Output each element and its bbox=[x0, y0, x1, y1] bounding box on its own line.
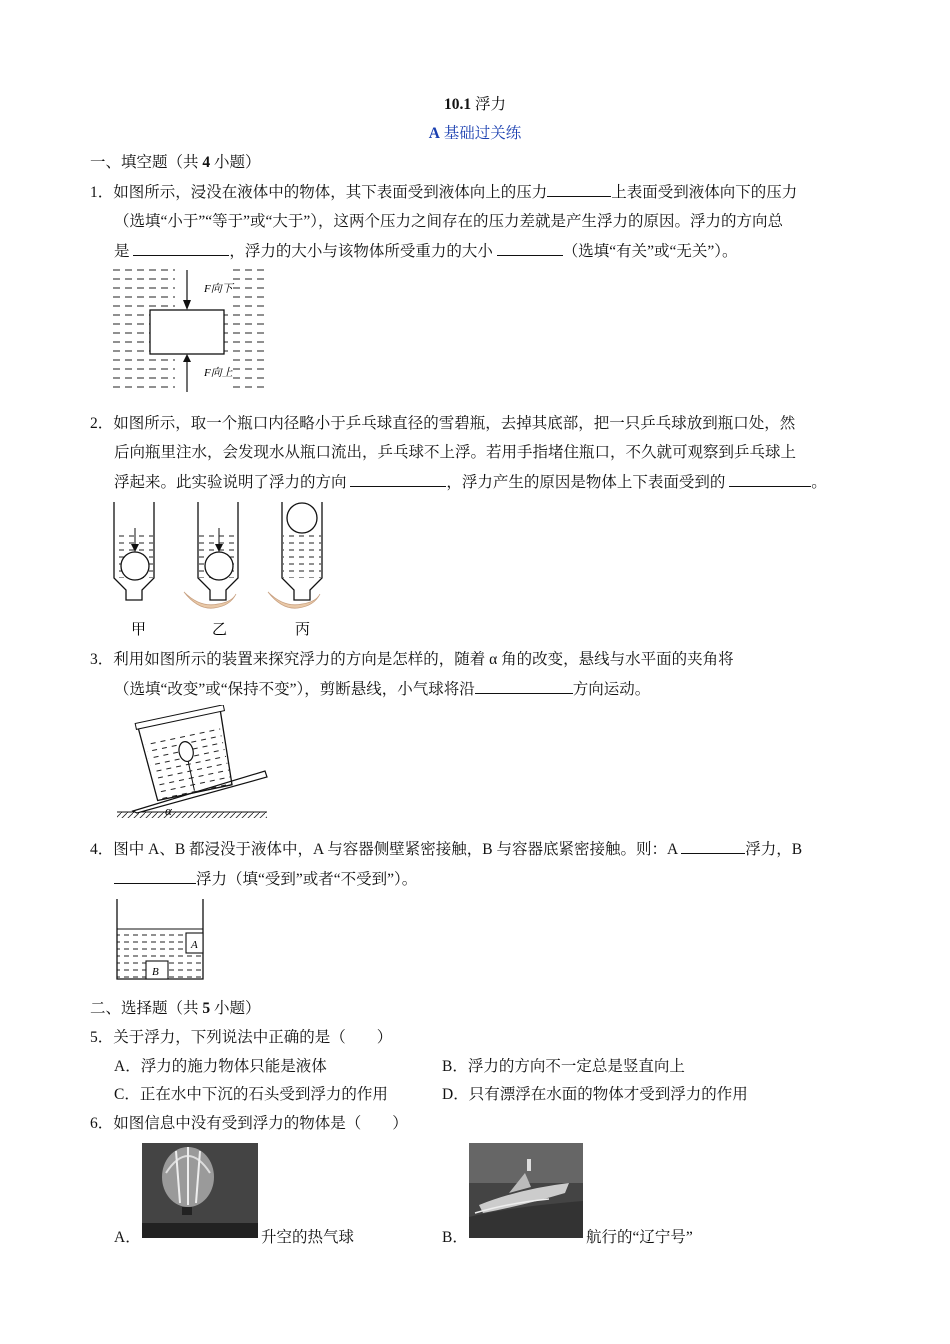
q6-option-b-letter[interactable]: B． bbox=[442, 1229, 468, 1246]
q2-label-yi: 乙 bbox=[212, 620, 228, 638]
q2-label-jia: 甲 bbox=[131, 620, 147, 638]
q1-figure bbox=[112, 266, 267, 394]
q6-liaoning-ship-photo bbox=[469, 1143, 583, 1238]
q2-line2: 后向瓶里注水，会发现水从瓶口流出，乒乓球不上浮。若用手指堵住瓶口，不久就可观察到乒乓球上 bbox=[114, 444, 797, 461]
bottle-bing bbox=[268, 502, 322, 608]
q3-figure bbox=[115, 705, 270, 820]
q5-stem: 5．关于浮力，下列说法中正确的是（ ） bbox=[90, 1029, 393, 1046]
q2-figure bbox=[108, 498, 338, 640]
q1-line2: （选填“小于”“等于”或“大于”），这两个压力之间存在的压力差就是产生浮力的原因。浮力的方向总 bbox=[114, 213, 784, 230]
q1-line1: 1．如图所示，浸没在液体中的物体，其下表面受到液体向上的压力 上表面受到液体向下的压力 bbox=[90, 180, 797, 202]
q3-alpha-label: α bbox=[165, 803, 172, 818]
section-choice-heading: 二、选择题（共 5 小题） bbox=[90, 1000, 261, 1017]
q5-option-d[interactable]: D．只有漂浮在水面的物体才受到浮力的作用 bbox=[442, 1086, 748, 1103]
q6-option-b-text[interactable]: 航行的“辽宁号” bbox=[586, 1229, 693, 1246]
q4-label-a: A bbox=[191, 939, 198, 951]
q2-blank-2[interactable] bbox=[729, 470, 811, 487]
q4-figure bbox=[114, 897, 206, 983]
q1-blank-3[interactable] bbox=[497, 239, 563, 256]
q1-line3: 是 ，浮力的大小与该物体所受重力的大小 （选填“有关”或“无关”）。 bbox=[114, 239, 738, 261]
q3-line2: （选填“改变”或“保持不变”），剪断悬线，小气球将沿 方向运动。 bbox=[114, 677, 650, 699]
q1-figure-svg bbox=[112, 266, 267, 394]
q1-blank-2[interactable] bbox=[133, 239, 229, 256]
q3-figure-svg bbox=[115, 705, 270, 820]
section-fill-in-heading: 一、填空题（共 4 小题） bbox=[90, 154, 261, 171]
q5-option-b[interactable]: B．浮力的方向不一定总是竖直向上 bbox=[442, 1058, 685, 1075]
q4-label-b: B bbox=[152, 966, 159, 978]
q2-blank-1[interactable] bbox=[350, 470, 446, 487]
q1-label-down: F向下 bbox=[204, 283, 233, 295]
bottle-jia bbox=[114, 502, 154, 600]
q2-label-bing: 丙 bbox=[295, 620, 311, 638]
q6-option-a-text[interactable]: 升空的热气球 bbox=[261, 1229, 355, 1246]
page-subtitle: A 基础过关练 bbox=[428, 125, 522, 142]
q2-line1: 2．如图所示，取一个瓶口内径略小于乒乓球直径的雪碧瓶，去掉其底部，把一只乒乓球放到瓶口处，然 bbox=[90, 415, 796, 432]
q1-label-up: F向上 bbox=[204, 367, 233, 379]
q1-blank-1[interactable] bbox=[547, 180, 611, 197]
q4-blank-1[interactable] bbox=[681, 837, 745, 854]
q2-figure-svg bbox=[108, 498, 338, 640]
q2-line3: 浮起来。此实验说明了浮力的方向 ，浮力产生的原因是物体上下表面受到的 。 bbox=[114, 470, 827, 492]
balloon-photo-svg bbox=[142, 1143, 258, 1238]
q3-line1: 3．利用如图所示的装置来探究浮力的方向是怎样的，随着 α 角的改变，悬线与水平面的夹角将 bbox=[90, 651, 734, 668]
ship-photo-svg bbox=[469, 1143, 583, 1238]
q4-figure-svg bbox=[114, 897, 206, 983]
page-title: 10.1 浮力 bbox=[443, 96, 506, 113]
bottle-yi bbox=[184, 502, 238, 608]
q6-hot-air-balloon-photo bbox=[142, 1143, 258, 1238]
q5-option-c[interactable]: C．正在水中下沉的石头受到浮力的作用 bbox=[114, 1086, 388, 1103]
q4-blank-2[interactable] bbox=[114, 867, 196, 884]
q4-line2: 浮力（填“受到”或者“不受到”）。 bbox=[114, 867, 417, 889]
q5-option-a[interactable]: A．浮力的施力物体只能是液体 bbox=[114, 1058, 327, 1075]
q6-option-a-letter[interactable]: A． bbox=[114, 1229, 141, 1246]
q4-line1: 4．图中 A、B 都浸没于液体中，A 与容器侧壁紧密接触，B 与容器底紧密接触。则：A 浮力，B bbox=[90, 837, 802, 859]
q3-blank-1[interactable] bbox=[475, 677, 573, 694]
q6-stem: 6．如图信息中没有受到浮力的物体是（ ） bbox=[90, 1115, 408, 1132]
